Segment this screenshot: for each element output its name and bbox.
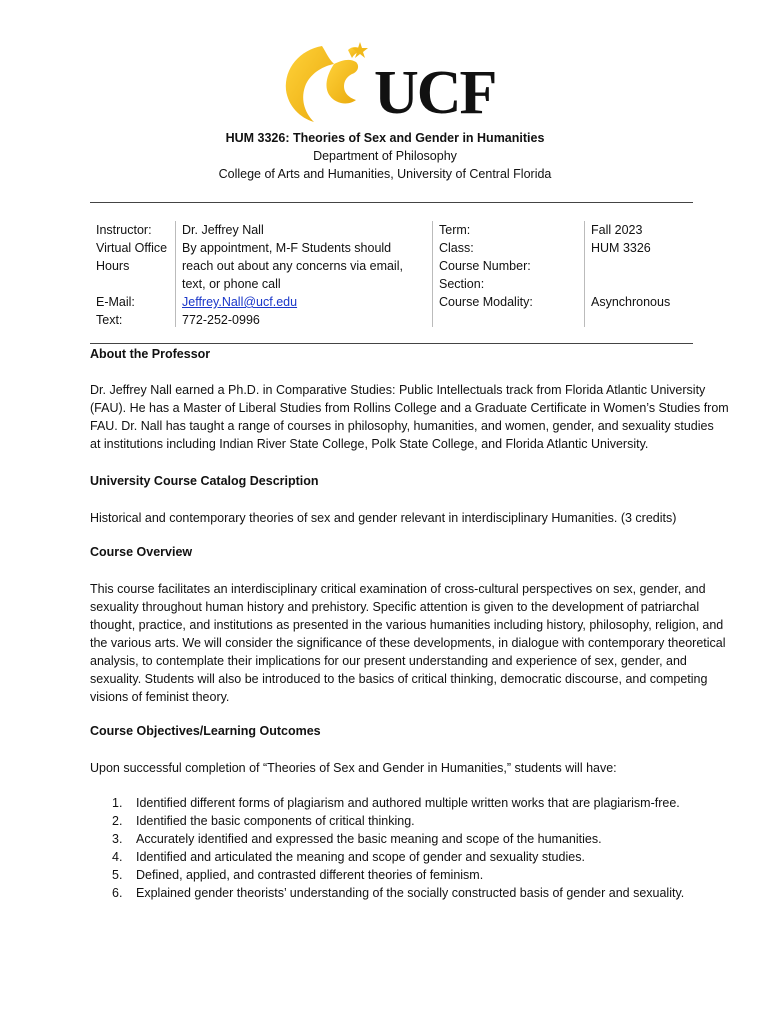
objectives-intro: Upon successful completion of “Theories of Sex and Gender in Humanities,” students will have: (90, 761, 617, 775)
course-title: HUM 3326: Theories of Sex and Gender in Humanities (225, 131, 545, 145)
info-divider-3 (584, 221, 585, 327)
email-link[interactable]: Jeffrey.Nall@ucf.edu (182, 295, 298, 309)
office-hours-line-3: text, or phone call (182, 277, 281, 291)
list-number: 3. (112, 832, 123, 846)
term-value: Fall 2023 (591, 223, 643, 237)
objectives-list (90, 794, 730, 902)
list-text: Identified and articulated the meaning and scope of gender and sexuality studies. (136, 850, 585, 864)
catalog-description: Historical and contemporary theories of sex and gender relevant in interdisciplinary Humanities. (3 credits) (90, 511, 677, 525)
list-text: Explained gender theorists’ understanding of the socially constructed basis of gender and sexuality. (136, 886, 685, 900)
email-label: E-Mail: (96, 295, 135, 309)
info-labels-left (96, 221, 167, 329)
class-value: HUM 3326 (591, 241, 651, 255)
office-hours-line-1: By appointment, M-F Students should (182, 241, 392, 255)
overview-line: This course facilitates an interdisciplinary critical examination of cross-cultural perspectives on sex, gender, and (90, 582, 706, 596)
department-name: Department of Philosophy (313, 149, 457, 163)
overview-heading: Course Overview (90, 545, 193, 559)
list-text: Identified different forms of plagiarism and authored multiple written works that are plagiarism-free. (136, 796, 680, 810)
list-text: Defined, applied, and contrasted different theories of feminism. (136, 868, 484, 882)
college-name: College of Arts and Humanities, University of Central Florida (218, 167, 552, 181)
about-line: (FAU). He has a Master of Liberal Studies from Rollins College and a Graduate Certificate in Women’s Studies from (90, 401, 729, 415)
about-paragraph (90, 381, 730, 453)
term-label: Term: (439, 223, 471, 237)
catalog-heading: University Course Catalog Description (90, 474, 319, 488)
list-number: 2. (112, 814, 123, 828)
phone-number: 772-252-0996 (182, 313, 260, 327)
list-item (90, 884, 730, 902)
about-line: at institutions including Indian River State College, Polk State College, and Florida Atlantic University. (90, 437, 649, 451)
course-modality-value: Asynchronous (591, 295, 671, 309)
overview-paragraph (90, 580, 730, 706)
about-heading: About the Professor (90, 347, 211, 361)
overview-line: visions of feminist theory. (90, 690, 230, 704)
text-label: Text: (96, 313, 123, 327)
objectives-heading: Course Objectives/Learning Outcomes (90, 724, 321, 738)
list-number: 5. (112, 868, 123, 882)
hours-label: Hours (96, 259, 130, 273)
list-number: 1. (112, 796, 123, 810)
info-values-right (591, 221, 670, 311)
instructor-label: Instructor: (96, 223, 152, 237)
info-divider-1 (175, 221, 176, 327)
info-divider-bottom (90, 343, 693, 344)
instructor-name: Dr. Jeffrey Nall (182, 223, 264, 237)
section-label: Section: (439, 277, 485, 291)
about-line: Dr. Jeffrey Nall earned a Ph.D. in Comparative Studies: Public Intellectuals track from Florida Atlantic University (90, 383, 706, 397)
list-number: 4. (112, 850, 123, 864)
ucf-logo (278, 40, 514, 127)
info-labels-right (439, 221, 533, 311)
header-divider (90, 202, 693, 203)
virtual-office-label: Virtual Office (96, 241, 168, 255)
list-number: 6. (112, 886, 123, 900)
list-item (90, 794, 730, 812)
list-item (90, 830, 730, 848)
about-line: FAU. Dr. Nall has taught a range of courses in philosophy, humanities, and women, gender, and sexuality studies (90, 419, 714, 433)
logo-wordmark: UCF (374, 59, 496, 127)
list-text: Accurately identified and expressed the basic meaning and scope of the humanities. (136, 832, 602, 846)
list-text: Identified the basic components of critical thinking. (136, 814, 415, 828)
overview-line: sexuality. Students will also be introduced to the basics of critical thinking, democratic discourse, and competing (90, 672, 708, 686)
course-number-label: Course Number: (439, 259, 531, 273)
class-label: Class: (439, 241, 474, 255)
course-modality-label: Course Modality: (439, 295, 533, 309)
office-hours-line-2: reach out about any concerns via email, (182, 259, 403, 273)
list-item (90, 848, 730, 866)
list-item (90, 812, 730, 830)
overview-line: thought, practice, and institutions as presented in the various humanities including history, philosophy, religion, and (90, 618, 724, 632)
info-divider-2 (432, 221, 433, 327)
overview-line: the various arts. We will consider the significance of these developments, in dialogue with contemporary theoretical (90, 636, 726, 650)
info-values-left (182, 221, 403, 329)
overview-line: analysis, to contemplate their implications for our present understanding and experience of sex, gender, and (90, 654, 687, 668)
list-item (90, 866, 730, 884)
overview-line: sexuality throughout human history and prehistory. Specific attention is given to the development of patriarchal (90, 600, 700, 614)
